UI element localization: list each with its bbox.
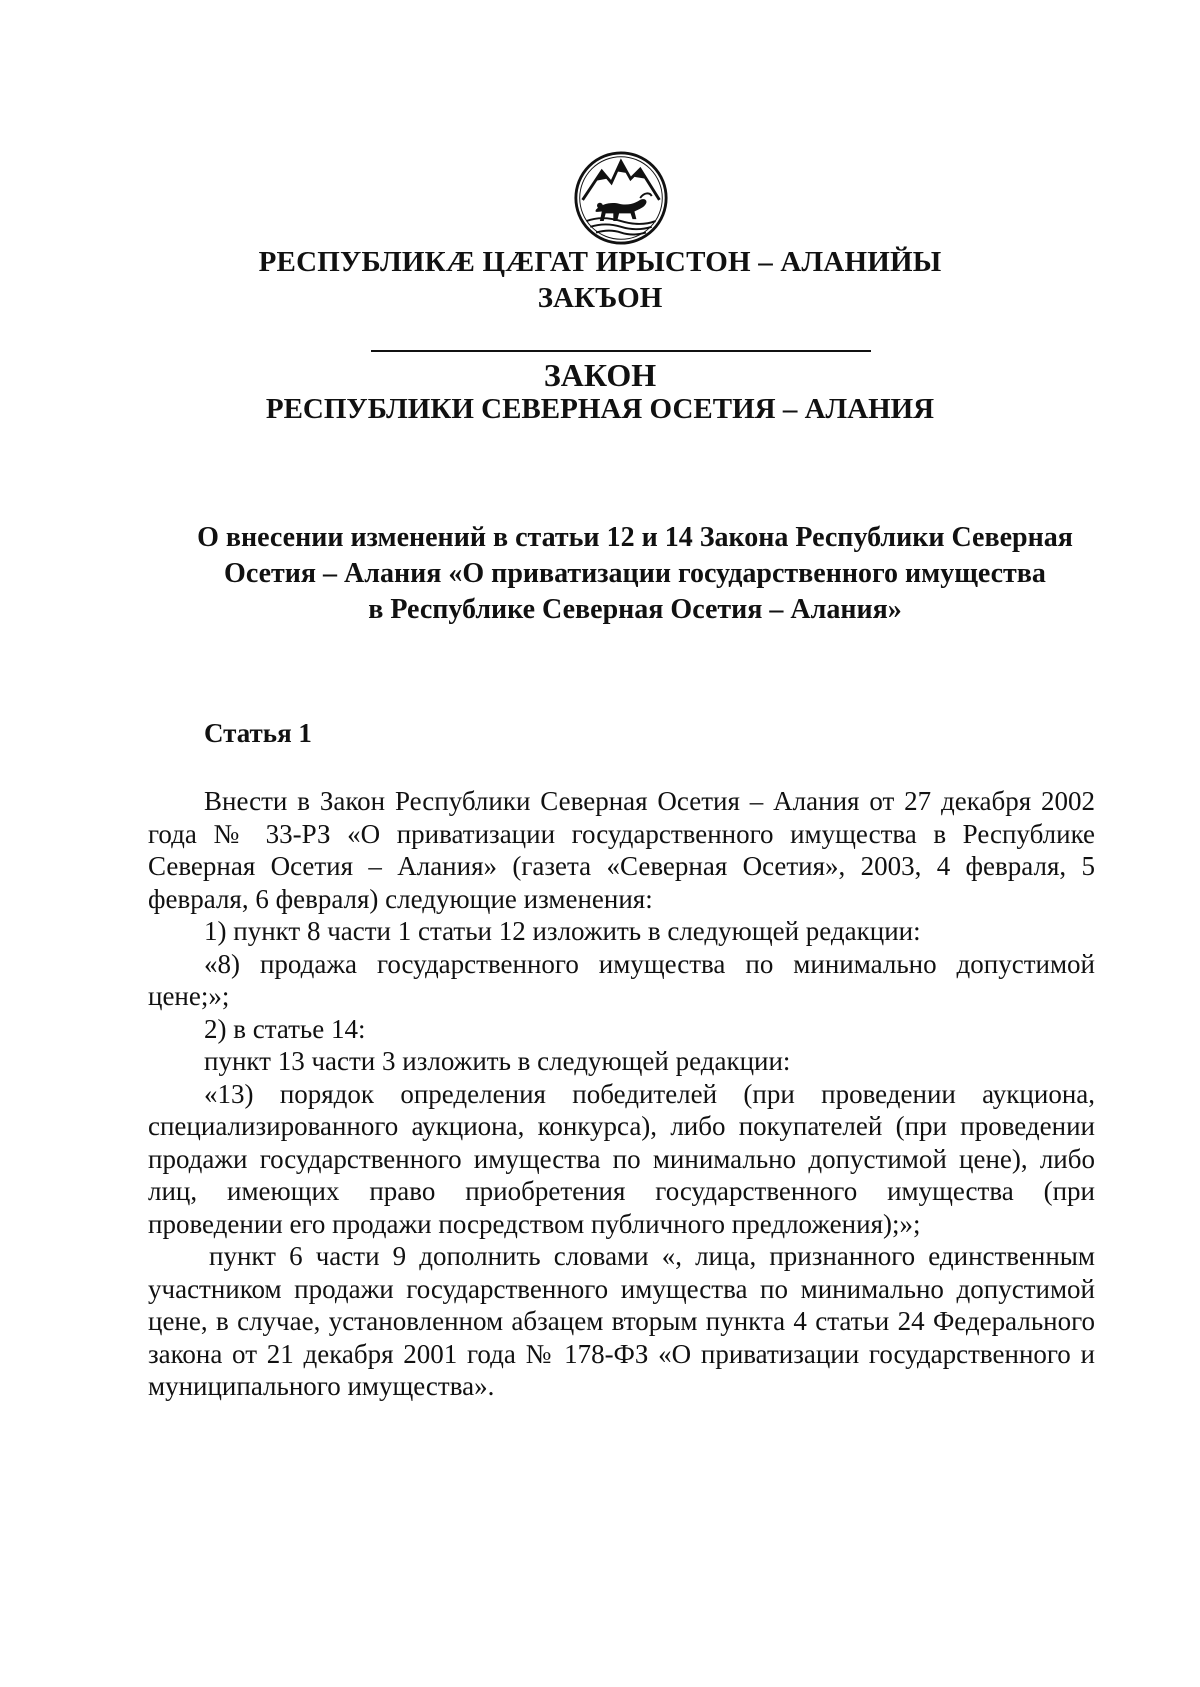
article-paragraph: «13) порядок определения победителей (при проведении аукциона, специализированного аукциона, конкурса), либо покупателей (при проведении продажи государственного имущества по минимально допустимой цене), либо лиц, имеющих право приобретения государственного имущества (при проведении его продажи посредством публичного предложения);»; (148, 1078, 1095, 1239)
article-paragraph: Внести в Закон Республики Северная Осетия – Алания от 27 декабря 2002 года № 33-РЗ «О приватизации государственного имущества в Республике Северная Осетия – Алания» (газета «Северная Осетия», 2003, 4 февраля, 5 февраля, 6 февраля) следующие изменения: (148, 786, 1095, 914)
russian-law-heading: ЗАКОН (543, 357, 657, 393)
law-title-line: О внесении изменений в статьи 12 и 14 Закона Республики Северная (197, 522, 1073, 553)
law-title (170, 520, 1100, 628)
article-paragraph: пункт 6 части 9 дополнить словами «, лица, признанного единственным участником продажи государственного имущества по минимально допустимой цене, в случае, установленном абзацем вторым пункта 4 статьи 24 Федерального закона от 21 декабря 2001 года № 178-ФЗ «О приватизации государственного и муниципального имущества». (148, 1241, 1095, 1401)
ossetian-republic-heading: РЕСПУБЛИКӔ ЦӔГАТ ИРЫСТОН – АЛАНИЙЫ (258, 246, 942, 278)
article-paragraph: 1) пункт 8 части 1 статьи 12 изложить в следующей редакции: (204, 916, 921, 946)
article-heading: Статья 1 (204, 718, 312, 748)
coat-of-arms-icon (573, 150, 669, 246)
law-title-line: Осетия – Алания «О приватизации государственного имущества (224, 558, 1046, 589)
russian-republic-heading: РЕСПУБЛИКИ СЕВЕРНАЯ ОСЕТИЯ – АЛАНИЯ (265, 393, 935, 425)
article-body (148, 785, 1095, 1403)
article-paragraph: «8) продажа государственного имущества по минимально допустимой цене;»; (148, 948, 1095, 1011)
header-divider (371, 350, 871, 352)
law-title-line: в Республике Северная Осетия – Алания» (368, 594, 902, 625)
ossetian-law-heading: ЗАКЪОН (537, 282, 663, 314)
article-paragraph: пункт 13 части 3 изложить в следующей редакции: (204, 1046, 791, 1076)
article-paragraph: 2) в статье 14: (204, 1013, 366, 1044)
